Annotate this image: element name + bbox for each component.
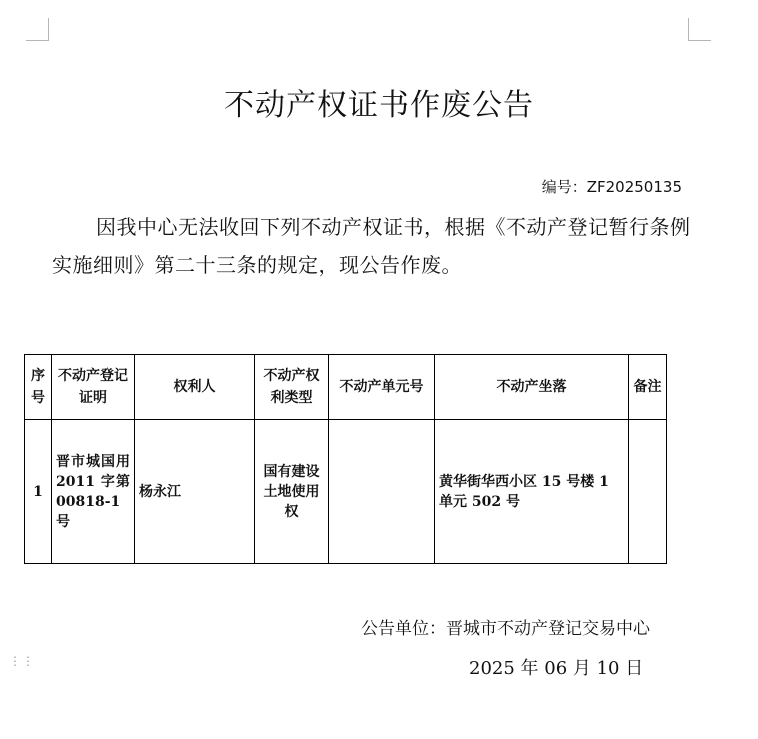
header-owner: 权利人 [135, 355, 255, 420]
header-unit-number: 不动产单元号 [329, 355, 435, 420]
cell-cert: 晋市城国用 2011 字第 00818-1号 [52, 420, 135, 564]
notice-paragraph-text: 因我中心无法收回下列不动产权证书，根据《不动产登记暂行条例实施细则》第二十三条的规定，现公告作废。 [52, 215, 691, 277]
document-title: 不动产权证书作废公告 [224, 88, 534, 123]
cell-unit-number [329, 420, 435, 564]
cell-seq: 1 [25, 420, 52, 564]
table-row [25, 420, 667, 564]
table-header-row [25, 355, 667, 420]
header-right-type: 不动产权利类型 [255, 355, 329, 420]
drag-handle-icon[interactable]: ⋮⋮ [9, 654, 35, 668]
cell-note [629, 420, 667, 564]
issuing-unit: 公告单位：晋城市不动产登记交易中心 [361, 619, 650, 639]
header-note: 备注 [629, 355, 667, 420]
header-seq: 序号 [25, 355, 52, 420]
cell-right-type: 国有建设土地使用权 [255, 420, 329, 564]
header-location: 不动产坐落 [435, 355, 629, 420]
page-corner-mark-top-left [26, 18, 49, 41]
serial-number: 编号：ZF20250135 [541, 178, 682, 196]
revocation-table [24, 354, 667, 564]
page-corner-mark-top-right [688, 18, 711, 41]
issue-date: 2025 年 06 月 10 日 [469, 658, 644, 679]
notice-paragraph [52, 208, 692, 284]
cell-owner: 杨永江 [135, 420, 255, 564]
header-cert: 不动产登记证明 [52, 355, 135, 420]
cell-location: 黄华街华西小区 15 号楼 1 单元 502 号 [435, 420, 629, 564]
